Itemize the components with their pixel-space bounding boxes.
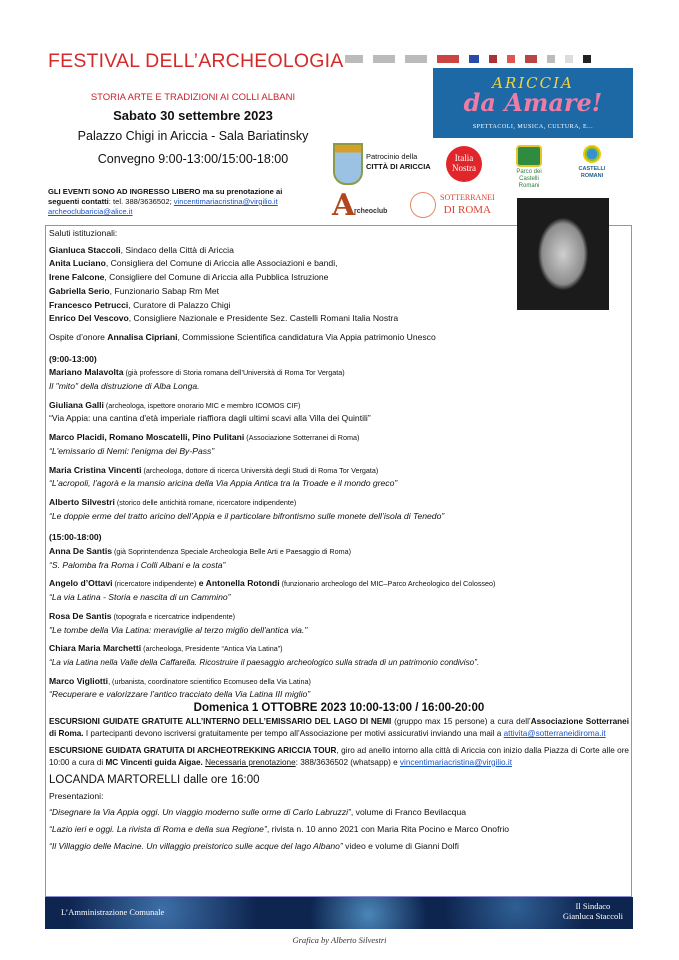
speaker-name: Francesco Petrucci <box>49 299 129 310</box>
graphic-credit: Grafica by Alberto Silvestri <box>292 935 387 945</box>
festival-title: FESTIVAL DELL’ARCHEOLOGIA <box>48 50 344 72</box>
speaker-name: Anna De Santis <box>49 546 113 557</box>
talk-speaker <box>49 431 629 445</box>
speaker-affiliation: (funzionario archeologo del MIC–Parco Archeologico del Colosseo) <box>279 579 496 589</box>
booking-required: Necessaria prenotazione <box>205 757 296 767</box>
speaker-name: Anita Luciano <box>49 258 106 269</box>
excursion-organizer: MC Vincenti guida Aigae. <box>105 757 203 767</box>
talk-title: “S. Palomba fra Roma i Colli Albani e la costa” <box>49 559 226 570</box>
talk-title: “Via Appia: una cantina d'età imperiale riaffiora dagli ultimi scavi alla Villa dei Quintili” <box>49 413 371 424</box>
sotterranei-line1: SOTTERRANEI <box>440 193 495 202</box>
footer-banner <box>45 897 633 929</box>
guest-name: Annalisa Cipriani <box>107 331 178 342</box>
sponsor-logo <box>373 55 395 63</box>
speaker-affiliation: (Associazione Sotterranei di Roma) <box>244 433 360 443</box>
saluti-item <box>49 257 629 271</box>
saluti-item <box>49 312 629 326</box>
sponsor-logo <box>525 55 537 63</box>
excursion-title: ESCURSIONI GUIDATE GRATUITE ALL’INTERNO DELL’EMISSARIO DEL LAGO DI NEMI <box>49 716 392 726</box>
talk-title: “L’acropoli, l’agorà e la mansio aricina della Via Appia Antica tra la Troade e il mondo greco” <box>49 478 398 489</box>
email-link-vincenti[interactable]: vincentimariacristina@virgilio.it <box>173 197 278 206</box>
talk-speaker <box>49 610 629 624</box>
speaker-name: Irene Falcone <box>49 272 105 283</box>
program-content <box>49 227 629 853</box>
patrocinio-line2: CITTÀ DI ARICCIA <box>366 162 431 171</box>
speaker-affiliation: (ricercatore indipendente) <box>112 579 197 589</box>
sponsor-logo <box>507 55 515 63</box>
speaker-name: Alberto Silvestri <box>49 496 115 507</box>
talk-title: “La via Latina nella Valle della Caffarella. Ricostruire il paesaggio archeologico sulla strada di un patrimonio condiviso”. <box>49 657 480 667</box>
festival-subtitle: STORIA ARTE E TRADIZIONI AI COLLI ALBANI <box>90 92 296 103</box>
eu-flag-logo <box>469 55 479 63</box>
speaker-affiliation: (storico delle antichità romane, ricercatore indipendente) <box>114 497 297 507</box>
notice-rest: ma su prenotazione ai <box>200 187 283 196</box>
ariccia-crest-logo <box>333 143 363 185</box>
booking-notice <box>48 187 338 217</box>
talk-speaker <box>49 642 629 656</box>
talk-title: “L'emissario di Nemi: l'enigma dei By-Pass” <box>49 445 215 456</box>
speaker-affiliation: (archeologa, ispettore onorario MIC e membro ICOMOS CIF) <box>103 400 301 410</box>
talk-title: "Le tombe della Via Latina: meraviglie al terzo miglio dell'antica via." <box>49 624 308 635</box>
saluti-item <box>49 285 629 299</box>
locanda-heading: LOCANDA MARTORELLI dalle ore 16:00 <box>49 773 260 786</box>
presentation-item <box>49 806 629 820</box>
speaker-name: Gianluca Staccoli <box>49 244 121 255</box>
speaker-role: , Consigliera del Comune di Ariccia alle Associazioni e bandi, <box>105 258 338 269</box>
speaker-name: Giuliana Galli <box>49 399 104 410</box>
speaker-role: , Sindaco della Città di Ariccia <box>120 244 234 255</box>
archeoclub-logo <box>332 188 394 223</box>
speaker-affiliation: , (urbanista, coordinatore scientifico Ecomuseo della Via Latina) <box>108 676 311 686</box>
sponsor-logo <box>565 55 573 63</box>
email-link-archeoclub[interactable]: archeoclubaricia@alice.it <box>48 207 133 216</box>
notice-bold: GLI EVENTI SONO AD INGRESSO LIBERO <box>48 187 201 196</box>
talk-speaker <box>49 577 629 591</box>
speaker-name: Enrico Del Vescovo <box>49 313 129 324</box>
speaker-name: Gabriella Serio <box>49 285 110 296</box>
contacts-label: seguenti contatti <box>48 197 109 206</box>
sunday-heading: Domenica 1 OTTOBRE 2023 10:00-13:00 / 16:00-20:00 <box>193 702 485 715</box>
castelli-icon <box>583 145 601 163</box>
parco-label: Parco dei Castelli Romani <box>516 169 542 189</box>
speaker-affiliation: (già Soprintendenza Speciale Archeologia Belle Arti e Paesaggio di Roma) <box>112 547 351 557</box>
speaker-affiliation: (già professore di Storia romana dell’Università di Roma Tor Vergata) <box>123 368 345 378</box>
talk-speaker <box>49 675 629 689</box>
presentation-details: , volume di Franco Bevilacqua <box>350 807 467 818</box>
banner-tagline: SPETTACOLI, MUSICA, CULTURA, E... <box>472 124 594 130</box>
footer-mayor <box>563 901 623 921</box>
speaker-name: Marco Vigliotti <box>49 675 109 686</box>
saluti-item <box>49 271 629 285</box>
footer-mayor-title: Il Sindaco <box>575 901 611 911</box>
presentation-details: , rivista n. 10 anno 2021 con Maria Rita Pocino e Marco Onofrio <box>266 823 510 834</box>
event-schedule: Convegno 9:00-13:00/15:00-18:00 <box>97 152 289 166</box>
sotterranei-line2: DI ROMA <box>443 204 492 216</box>
presentation-title: “Il Villaggio delle Macine. Un villaggio preistorico sulle acque del lago Albano” <box>49 840 343 851</box>
talk-title: “Recuperare e valorizzare l’antico tracciato della Via Latina III miglio” <box>49 689 311 700</box>
patrocinio-line1: Patrocinio della <box>366 152 418 161</box>
email-link-sotterranei[interactable]: attivita@sotterraneidiroma.it <box>503 728 606 738</box>
guest-prefix: Ospite d’onore <box>49 331 108 342</box>
talk-speaker <box>49 366 629 380</box>
banner-title: ARICCIA <box>492 74 574 92</box>
speaker-role: , Funzionario Sabap Rm Met <box>109 285 220 296</box>
sponsor-logo <box>547 55 555 63</box>
sponsor-logo-strip <box>345 53 635 65</box>
guest-role: , Commissione Scientifica candidatura Via Appia patrimonio Unesco <box>177 331 436 342</box>
talk-title: “La via Latina - Storia e nascita di un Cammino” <box>49 592 231 603</box>
speaker-affiliation: (archeologa, dottore di ricerca Università degli Studi di Roma Tor Vergata) <box>141 465 379 475</box>
banner-slogan: da Amare! <box>463 88 603 117</box>
italia-nostra-logo: Italia Nostra <box>446 146 482 182</box>
contacts-tel: : tel. 388/3636502; <box>108 197 174 206</box>
speaker-name: Marco Placidi, Romano Moscatelli, Pino Pulitani <box>49 432 245 443</box>
speaker-name: Rosa De Santis <box>49 610 112 621</box>
event-date: Sabato 30 settembre 2023 <box>113 108 273 123</box>
speaker-role: , Curatore di Palazzo Chigi <box>128 299 231 310</box>
presentations-label: Presentazioni: <box>49 790 104 801</box>
sotterranei-icon <box>410 192 436 218</box>
sponsor-logo <box>489 55 497 63</box>
speaker-affiliation: (topografa e ricercatrice indipendente) <box>111 611 236 621</box>
sponsor-logo <box>583 55 591 63</box>
saluti-item <box>49 299 629 313</box>
saluti-item <box>49 244 629 258</box>
speaker-role: , Consigliere Nazionale e Presidente Sez. Castelli Romani Italia Nostra <box>128 313 399 324</box>
footer-administration: L’Amministrazione Comunale <box>61 907 165 917</box>
excursion-title: ESCURSIONE GUIDATA GRATUITA DI ARCHEOTREKKING ARICCIA TOUR <box>49 745 337 755</box>
patrocinio-text <box>366 152 431 172</box>
guest-of-honor <box>49 331 629 345</box>
excursion-organizer: Associazione Sotterranei di Roma. <box>49 716 630 738</box>
talk-title: Il "mito" della distruzione di Alba Longa. <box>49 381 200 392</box>
speaker-name: Mariano Malavolta <box>49 367 124 378</box>
parco-icon <box>516 145 542 167</box>
excursion-archeotrekking <box>49 745 629 769</box>
footer-mayor-name: Gianluca Staccoli <box>562 911 623 921</box>
parco-castelli-romani-logo <box>514 145 544 190</box>
sotterranei-di-roma-logo <box>410 192 495 216</box>
presentation-item <box>49 840 629 854</box>
presentation-title: “Disegnare la Via Appia oggi. Un viaggio moderno sulle orme di Carlo Labruzzi” <box>49 807 351 818</box>
speaker-name: Maria Cristina Vincenti <box>49 464 142 475</box>
sponsor-logo <box>405 55 427 63</box>
ariccia-da-amare-banner <box>433 68 633 138</box>
speaker-name: e Antonella Rotondi <box>196 578 280 589</box>
talk-speaker <box>49 464 629 478</box>
excursion-text: : 388/3636502 (whatsapp) e <box>295 757 400 767</box>
afternoon-session-time: (15:00-18:00) <box>49 532 102 543</box>
archeoclub-a-icon: A <box>332 188 356 223</box>
saluti-heading: Saluti istituzionali: <box>49 228 118 238</box>
archeoclub-label: rcheoclub <box>354 208 388 215</box>
talk-speaker <box>49 496 629 510</box>
excursion-text: I partecipanti devono iscriversi gratuitamente per tempo all’Associazione per motivi assicurativi inviando una mail a <box>83 728 504 738</box>
event-venue: Palazzo Chigi in Ariccia - Sala Bariatinsky <box>77 129 309 143</box>
presentation-item <box>49 823 629 837</box>
speaker-name: Angelo d’Ottavi <box>49 578 113 589</box>
talk-speaker <box>49 399 629 413</box>
morning-session-time: (9:00-13:00) <box>49 353 97 364</box>
talk-speaker <box>49 545 629 559</box>
excursion-text: (gruppo max 15 persone) a cura dell’ <box>391 716 531 726</box>
speaker-affiliation: (archeologa, Presidente “Antica Via Latina”) <box>141 644 283 654</box>
speaker-name: Chiara Maria Marchetti <box>49 643 142 654</box>
talk-title: “Le doppie erme del tratto aricino dell’Appia e il particolare bifrontismo sulle monete dell’isola di Tenedo” <box>49 510 445 521</box>
excursion-text: , giro ad anello intorno alla città di Ariccia con inizio dalla Piazza di Corte alle ore 10:00 a cura di <box>49 745 629 767</box>
presentation-details: video e volume di Gianni Dolfi <box>342 840 459 851</box>
castelli-romani-logo <box>574 145 610 180</box>
presentation-title: “Lazio ieri e oggi. La rivista di Roma e della sua Regione” <box>49 823 267 834</box>
sponsor-logo <box>437 55 459 63</box>
sponsor-logo <box>345 55 363 63</box>
email-link-vincenti[interactable]: vincentimariacristina@virgilio.it <box>399 757 512 767</box>
excursion-emissario <box>49 716 629 740</box>
speaker-role: , Consigliere del Comune di Ariccia alla Pubblica Istruzione <box>104 272 329 283</box>
castelli-label: CASTELLI ROMANI <box>578 166 606 179</box>
